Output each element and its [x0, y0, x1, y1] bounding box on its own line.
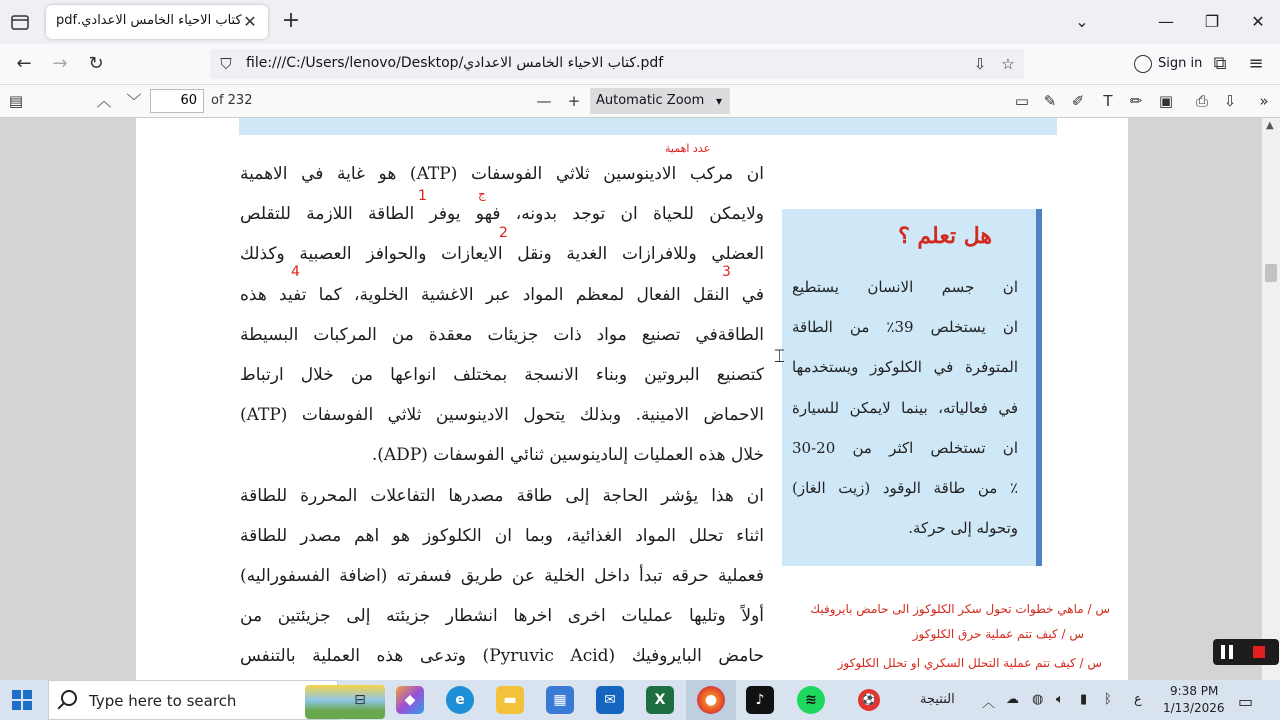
firefox-icon[interactable]: ● — [697, 686, 725, 714]
sign-in-button[interactable] — [1128, 50, 1210, 78]
bluetooth-icon[interactable]: ᛒ — [1104, 692, 1112, 707]
edge-icon[interactable]: e — [446, 686, 474, 714]
url-text[interactable]: file:///C:/Users/lenovo/Desktop/كتاب الاحياء الخامس الاعدادي.pdf — [246, 55, 664, 71]
stop-icon[interactable] — [1253, 646, 1265, 658]
taskbar — [0, 680, 1280, 720]
next-page-icon[interactable]: ﹀ — [126, 92, 142, 110]
zoom-in-icon[interactable]: + — [567, 92, 581, 110]
text-line: خلال هذه العمليات إلىادينوسين ثنائي الفوسفات (ADP). — [371, 445, 764, 466]
extensions-icon[interactable]: ⧉ — [1213, 53, 1227, 74]
task-view-icon[interactable]: ⊟ — [354, 692, 366, 708]
did-you-know-title: هل تعلم ؟ — [898, 223, 992, 249]
text-line: ان هذا يؤشر الحاجة إلى طاقة مصدرها التفاعلات المحررة للطاقة — [240, 485, 764, 506]
save-page-icon[interactable]: ⇩ — [973, 55, 987, 73]
vertical-scrollbar[interactable] — [1262, 118, 1280, 680]
store-icon[interactable]: ▦ — [546, 686, 574, 714]
sidebox-line: ان تستخلص اكثر من 20-30 — [792, 438, 1018, 457]
page-total: of 232 — [211, 93, 253, 108]
text-line: في النقل الفعال لمعظم المواد عبر الاغشية الخلوية، كما تفيد هذه — [240, 284, 764, 305]
text-line: أولاً وتليها عمليات اخرى اخرها انشطار جزيئته إلى جزيئتين من — [240, 606, 764, 627]
sidebox-line: في فعالياته، بينما لايمكن للسيارة — [792, 398, 1018, 417]
cloud-icon[interactable]: ☁ — [1006, 692, 1019, 707]
search-placeholder: Type here to search — [89, 692, 237, 710]
pdf-viewer[interactable] — [0, 118, 1280, 680]
pause-icon[interactable] — [1221, 645, 1233, 659]
previous-page-icon[interactable]: ︿ — [96, 92, 112, 110]
reload-button[interactable]: ↻ — [88, 53, 104, 74]
close-window-button[interactable]: ✕ — [1251, 12, 1265, 31]
tab-pdf[interactable] — [46, 5, 268, 39]
tab-bar — [0, 0, 1280, 44]
zoom-out-icon[interactable]: — — [536, 92, 552, 110]
windows-start-icon[interactable] — [12, 690, 32, 710]
download-icon[interactable]: ⇩ — [1223, 92, 1237, 110]
text-line: حامض البايروفيك (Pyruvic Acid) وتدعى هذه العملية بالتنفس — [240, 646, 764, 667]
tab-close-icon[interactable]: ✕ — [243, 12, 257, 31]
url-bar[interactable] — [210, 49, 1024, 79]
mouse-cursor-icon: ⌶ — [774, 346, 785, 367]
widget-label[interactable]: النتيجة — [920, 692, 955, 707]
print-icon[interactable]: ⎙ — [1195, 92, 1208, 110]
annotation-number: 2 — [499, 225, 508, 241]
sidebox-line: ان جسم الانسان يستطيع — [792, 278, 1018, 296]
signature-icon[interactable]: ✎ — [1043, 92, 1057, 110]
search-icon — [61, 690, 77, 706]
sign-in-label: Sign in — [1158, 56, 1203, 71]
tab-title: كتاب الاحياء الخامس الاعدادي.pdf — [56, 13, 242, 28]
pdf-page — [136, 118, 1128, 680]
nav-bar — [0, 44, 1280, 84]
draw-icon[interactable]: ✏ — [1129, 92, 1143, 110]
sidebar-toggle-icon[interactable]: ▤ — [8, 92, 24, 110]
tab-overflow-chevron-icon[interactable]: ⌄ — [1075, 12, 1089, 31]
text-line: الاحماض الامينية. وبذلك يتحول الادينوسين ثلاثي الفوسفات (ATP) — [240, 405, 764, 426]
clock-date[interactable]: 1/13/2026 — [1163, 701, 1225, 715]
highlight-icon[interactable]: ✐ — [1071, 92, 1085, 110]
annotation-number: 3 — [722, 264, 731, 280]
question-note: س / كيف تتم عملية التحلل السكري او تحلل الكلوكوز — [837, 656, 1102, 670]
annotation-number: 1 — [418, 188, 427, 204]
new-tab-button[interactable]: + — [281, 8, 301, 33]
zoom-value: Automatic Zoom — [596, 93, 705, 108]
spotify-icon[interactable]: ≋ — [797, 686, 825, 714]
forward-button[interactable]: → — [52, 53, 68, 74]
text-icon[interactable]: T — [1103, 92, 1113, 110]
microphone-icon[interactable]: ▮ — [1080, 692, 1088, 707]
taskbar-search[interactable] — [48, 680, 338, 720]
text-line: فعملية حرقه تبدأ داخل الخلية عن طريق فسفرته (اضافة الفسفوراليه) — [240, 565, 764, 586]
network-icon[interactable]: ◍ — [1032, 692, 1044, 707]
text-line: اثناء تحلل المواد الغذائية، وبما ان الكلوكوز هو اهم مصدر للطاقة — [240, 525, 764, 546]
zoom-select[interactable] — [590, 88, 730, 114]
recording-widget — [1213, 639, 1279, 665]
text-line: ولايمكن للحياة ان توجد بدونه، فهو يوفر الطاقة اللازمة للتقلص — [240, 204, 764, 225]
tiktok-icon[interactable]: ♪ — [746, 686, 774, 714]
body-text — [240, 154, 764, 676]
page-number-input[interactable]: 60 — [150, 89, 204, 113]
input-language[interactable]: ع — [1134, 692, 1142, 707]
minimize-button[interactable]: — — [1158, 12, 1174, 31]
menu-icon[interactable]: ≡ — [1248, 53, 1264, 74]
question-note: س / كيف تتم عملية حرق الكلوكوز — [912, 627, 1084, 641]
mail-icon[interactable]: ✉ — [596, 686, 624, 714]
header-strip — [239, 118, 1057, 135]
annotation-note: عدد اهمية — [665, 142, 711, 155]
tray-chevron-up-icon[interactable]: ︿ — [982, 696, 996, 711]
text-line: ان مركب الادينوسين ثلاثي الفوسفات (ATP) هو غاية في الاهمية — [240, 164, 764, 184]
text-line: كتصنيع البروتين وبناء الانسجة بمختلف انواعها من خلال ارتباط — [240, 364, 764, 385]
annotation-mark: ج — [478, 187, 486, 201]
excel-icon[interactable]: X — [646, 686, 674, 714]
scrollbar-thumb[interactable] — [1265, 264, 1277, 282]
bookmark-star-icon[interactable]: ☆ — [1001, 55, 1015, 73]
more-tools-icon[interactable]: » — [1259, 92, 1269, 110]
sidebox-line: ان يستخلص 39٪ من الطاقة — [792, 318, 1019, 337]
did-you-know-text — [792, 267, 1018, 548]
text-line: الطاقةفي تصنيع مواد ذات جزيئات معقدة من المركبات البسيطة — [240, 324, 764, 345]
sidebox-line: وتحوله إلى حركة. — [908, 519, 1018, 538]
notification-icon[interactable]: ▭ — [1238, 692, 1254, 711]
volume-icon[interactable]: 🔈︎ — [1056, 692, 1064, 707]
copilot-icon[interactable]: ◆ — [396, 686, 424, 714]
image-icon[interactable]: ▣ — [1158, 92, 1174, 110]
sidebox-line: ٪ من طاقة الوقود (زيت الغاز) — [792, 478, 1018, 497]
chevron-down-icon: ▾ — [715, 94, 722, 108]
sports-score-icon[interactable]: ⚽ — [858, 689, 880, 711]
file-explorer-icon[interactable]: ▬ — [496, 686, 524, 714]
pdf-toolbar — [0, 84, 1280, 118]
clock-time[interactable]: 9:38 PM — [1170, 684, 1219, 698]
sidebox-line: المتوفرة في الكلوكوز ويستخدمها — [792, 358, 1018, 377]
question-note: س / ماهي خطوات تحول سكر الكلوكوز الى حامض بايروفيك — [810, 602, 1110, 616]
comment-icon[interactable]: ▭ — [1014, 92, 1030, 110]
did-you-know-box — [782, 209, 1042, 566]
annotation-number: 4 — [291, 264, 300, 280]
text-line: العضلي وللافرازات الغدية ونقل الايعازات والحوافز العصبية وكذلك — [240, 244, 764, 265]
back-button[interactable]: ← — [16, 53, 32, 74]
restore-button[interactable]: ❐ — [1204, 12, 1220, 31]
tab-list-icon[interactable] — [8, 10, 32, 34]
account-icon — [1134, 55, 1152, 73]
scroll-up-icon[interactable]: ▲ — [1266, 120, 1274, 131]
shield-icon[interactable]: ⛉ — [220, 55, 232, 73]
